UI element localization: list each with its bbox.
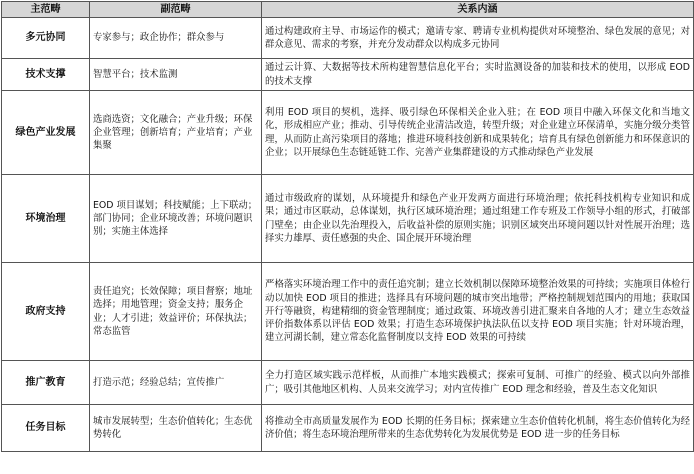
main-category: 环境治理 xyxy=(2,175,90,263)
table-row xyxy=(2,175,694,263)
header-sub: 副范畴 xyxy=(90,2,262,18)
table-row xyxy=(2,18,694,59)
header-row xyxy=(2,2,694,18)
main-category: 推广教育 xyxy=(2,361,90,405)
table-row xyxy=(2,91,694,175)
relation-description: 全力打造区域实践示范样板，从而推广本地实践模式；探索可复制、可推广的经验、模式以向外部推广；吸引其他地区机构、人员来交流学习；对内宣传推广 EOD 理念和经验，普及生态文化知识 xyxy=(262,361,694,405)
category-table xyxy=(1,1,694,452)
sub-category: 责任追究；长效保障；项目督察；地址选择；用地管理；资金支持；服务企业；人才引进；效益评价；环保执法；常态监管 xyxy=(90,263,262,361)
relation-description: 严格落实环境治理工作中的责任追究制；建立长效机制以保障环境整治效果的可持续；实施项目体检行动以加快 EOD 项目的推进；选择具有环境问题的城市突出地带；严格控制规划范围内的用地；获取国开行等融资，构建精细的资金管理制度；通过政策、环境改善引进汇聚来自各地的人才；建立生态效益评价指数体系以评估 EOD 效果；打造生态环境保护执法队伍以支持 EOD 项目实施；针对环境治理，建立河湖长制，建立常态化监督制度以支持 EOD 效果的可持续 xyxy=(262,263,694,361)
header-main: 主范畴 xyxy=(2,2,90,18)
sub-category: EOD 项目谋划；科技赋能；上下联动；部门协同；企业环境改善；环境问题识别；实施主体选择 xyxy=(90,175,262,263)
table-row xyxy=(2,405,694,452)
sub-category: 选商选资；文化融合；产业升级；环保企业管理；创新培育；产业培育；产业集聚 xyxy=(90,91,262,175)
header-desc: 关系内涵 xyxy=(262,2,694,18)
main-category: 任务目标 xyxy=(2,405,90,452)
relation-description: 通过构建政府主导、市场运作的模式；邀请专家、聘请专业机构提供对环境整治、绿色发展的意见；对群众意见、需求的考察，并充分发动群众以构成多元协同 xyxy=(262,18,694,59)
relation-description: 通过云计算、大数据等技术所构建智慧信息化平台；实时监测设备的加装和技术的使用，以形成 EOD 的技术支撑 xyxy=(262,59,694,91)
relation-description: 利用 EOD 项目的契机，选择、吸引绿色环保相关企业入驻；在 EOD 项目中融入环保文化和当地文化，形成相应产业；推动、引导传统企业清洁改造，转型升级；对企业建立环保清单，实施分级分类管理，从而防止高污染项目的落地；推进环境科技创新和成果转化；培育具有绿色创新能力和环保意识的企业；以开展绿色生态链延链工作、完善产业集群建设的方式推动绿色产业发展 xyxy=(262,91,694,175)
main-category: 技术支撑 xyxy=(2,59,90,91)
table-row xyxy=(2,59,694,91)
main-category: 多元协同 xyxy=(2,18,90,59)
relation-description: 通过市级政府的谋划，从环境提升和绿色产业开发两方面进行环境治理；依托科技机构专业知识和成果；通过市区联动，总体谋划，执行区域环境治理；通过组建工作专班及工作领导小组的形式，打破部门壁垒；由企业以先治理投入，后收益补偿的原则实施；识别区域突出环境问题以针对性展开治理；选择实力雄厚、责任感强的央企、国企展开环境治理 xyxy=(262,175,694,263)
sub-category: 智慧平台；技术监测 xyxy=(90,59,262,91)
table-row xyxy=(2,263,694,361)
sub-category: 打造示范；经验总结；宣传推广 xyxy=(90,361,262,405)
main-category: 绿色产业发展 xyxy=(2,91,90,175)
relation-description: 将推动全市高质量发展作为 EOD 长期的任务目标；探索建立生态价值转化机制，将生态价值转化为经济价值；将生态环境治理所带来的生态优势转化为发展优势是 EOD 进一步的任务目标 xyxy=(262,405,694,452)
sub-category: 专家参与；政企协作；群众参与 xyxy=(90,18,262,59)
main-category: 政府支持 xyxy=(2,263,90,361)
table-row xyxy=(2,361,694,405)
sub-category: 城市发展转型；生态价值转化；生态优势转化 xyxy=(90,405,262,452)
